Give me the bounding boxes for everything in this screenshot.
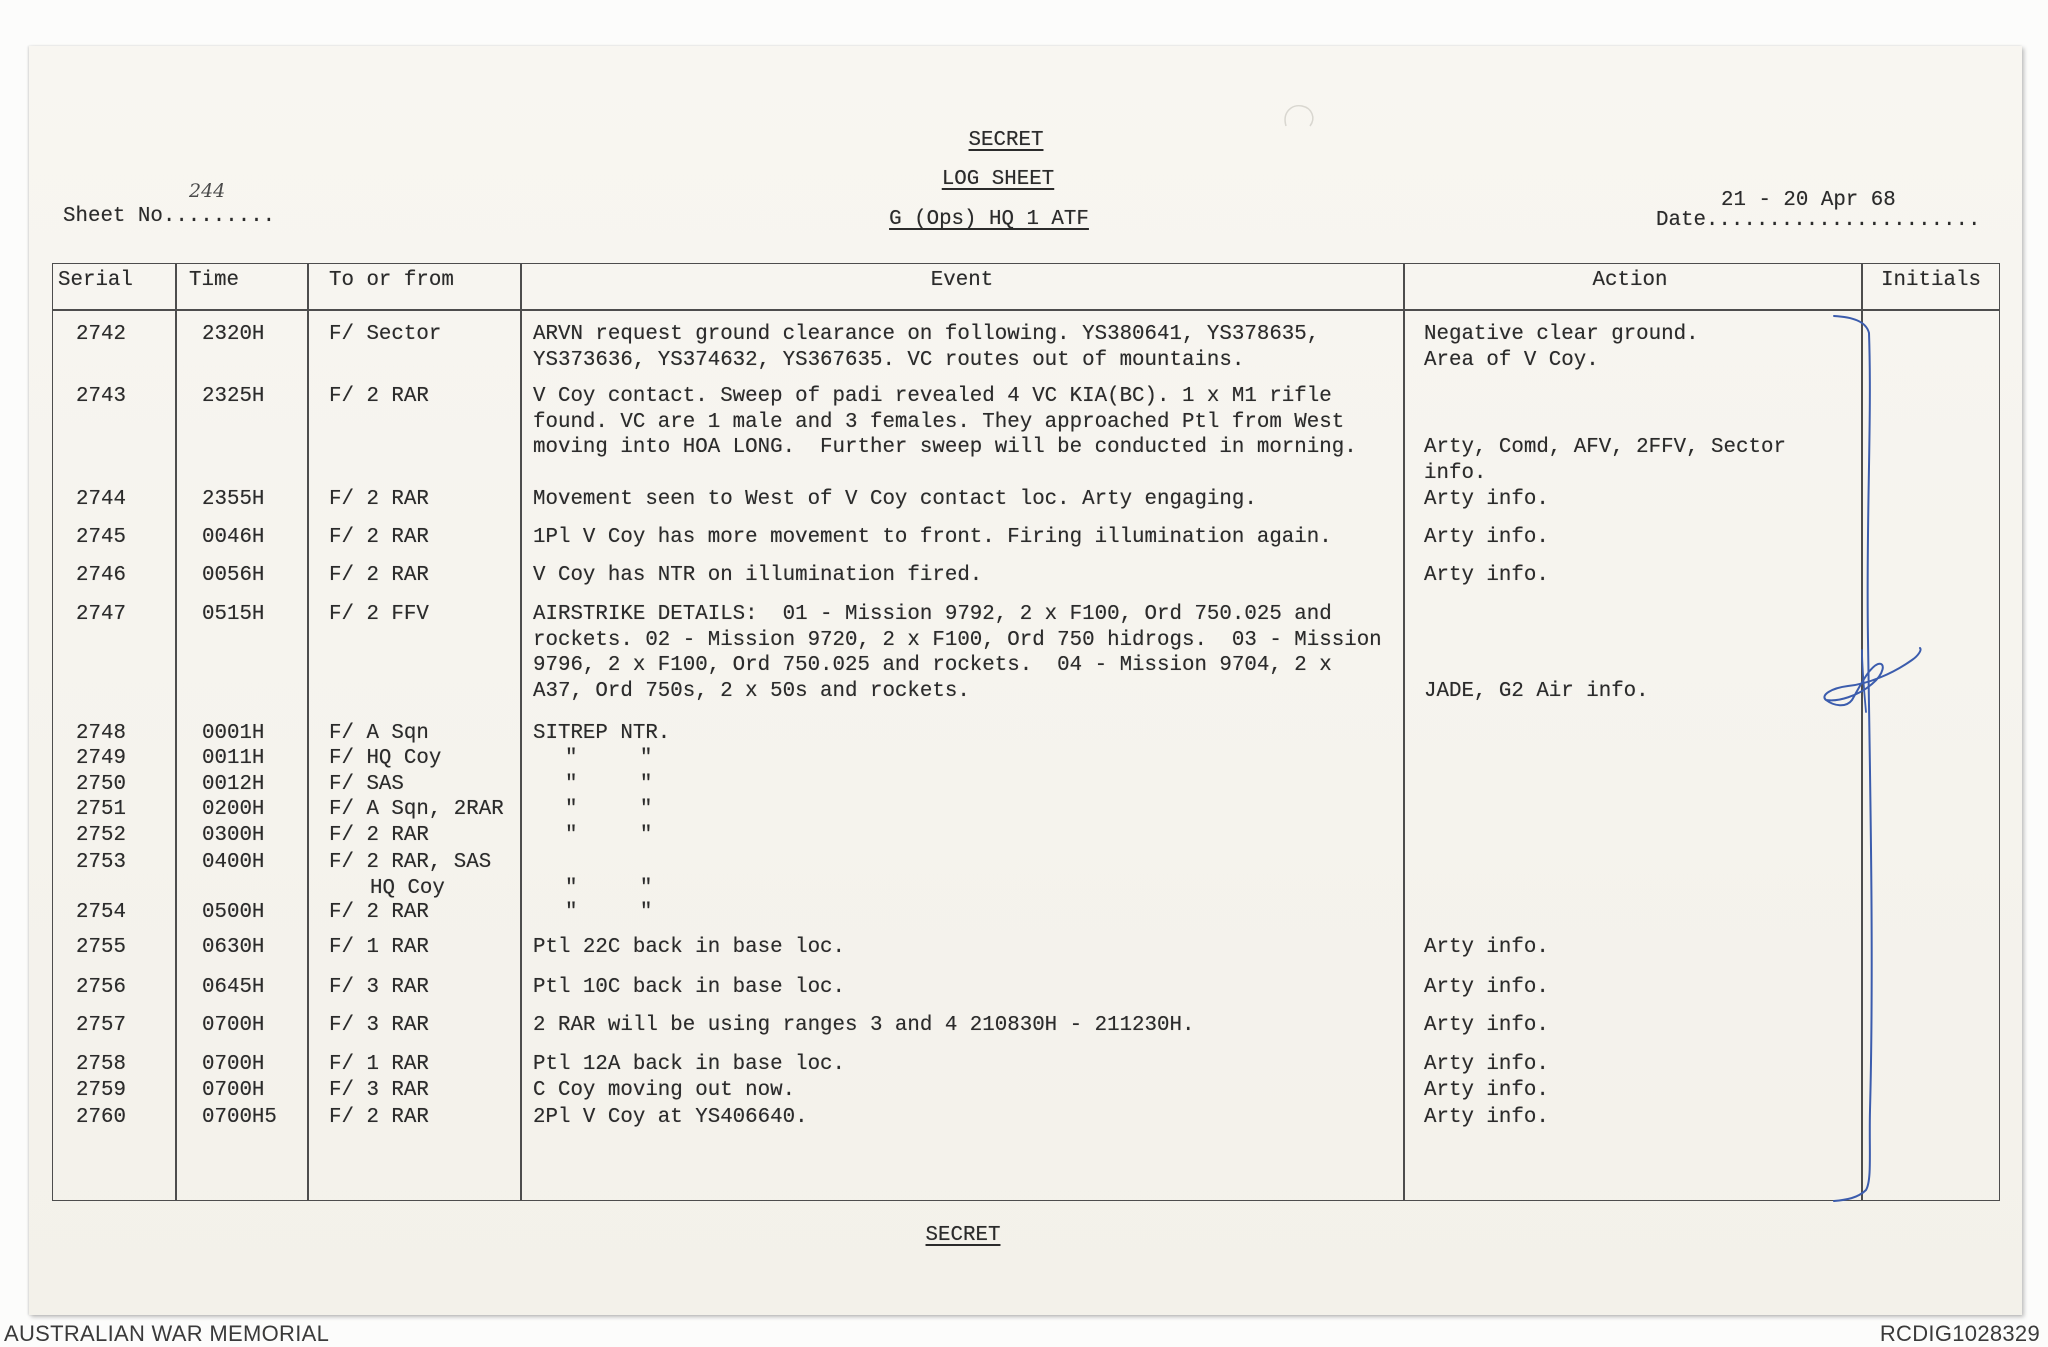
archive-institution-label: AUSTRALIAN WAR MEMORIAL xyxy=(4,1321,330,1346)
row-time: 0700H xyxy=(202,1053,265,1076)
sheet-number-handwritten: 244 xyxy=(189,180,226,202)
row-event-line: YS373636, YS374632, YS367635. VC routes out of mountains. xyxy=(533,348,1245,372)
date-value: 21 - 20 Apr 68 xyxy=(1721,189,1896,212)
row-event-line: SITREP NTR. xyxy=(533,722,671,745)
row-to-from-line: F/ 2 RAR xyxy=(329,1106,429,1129)
row-action-line: info. xyxy=(1424,461,1487,485)
row-to-from-line: F/ 2 RAR, SAS xyxy=(329,851,492,874)
row-event-line: Ptl 22C back in base loc. xyxy=(533,936,846,959)
row-action-line: Arty info. xyxy=(1424,936,1549,959)
sheet-title: LOG SHEET xyxy=(941,168,1055,191)
row-action-line: Arty info. xyxy=(1424,564,1549,587)
row-event-line: 9796, 2 x F100, Ord 750.025 and rockets. 04 - Mission 9704, 2 x xyxy=(533,654,1332,677)
row-event-line: rockets. 02 - Mission 9720, 2 x F100, Ord 750 hidrogs. 03 - Mission xyxy=(533,628,1382,652)
row-time: 0012H xyxy=(202,773,265,796)
row-serial: 2746 xyxy=(76,564,126,587)
initials-signature xyxy=(1824,648,1920,705)
row-serial: 2744 xyxy=(76,488,126,511)
row-to-from-line: F/ 3 RAR xyxy=(329,1014,429,1037)
classification-header: SECRET xyxy=(968,129,1044,152)
row-event-line: " " xyxy=(565,747,653,770)
row-time: 0630H xyxy=(202,936,265,959)
row-event-line: " " xyxy=(565,798,653,821)
row-event-line: found. VC are 1 male and 3 females. They approached Ptl from West xyxy=(533,410,1345,434)
unit-name: G (Ops) HQ 1 ATF xyxy=(889,208,1089,231)
row-event-line: Ptl 12A back in base loc. xyxy=(533,1053,846,1076)
row-action-line: Negative clear ground. xyxy=(1424,323,1699,346)
initials-bracket-line xyxy=(1834,316,1872,1201)
row-to-from-line: HQ Coy xyxy=(370,876,445,900)
column-header-to-from: To or from xyxy=(329,269,454,292)
row-to-from-line: F/ 2 RAR xyxy=(329,488,429,511)
row-time: 0011H xyxy=(202,747,265,770)
row-serial: 2748 xyxy=(76,722,126,745)
row-event-line: " " xyxy=(565,901,653,924)
row-time: 0001H xyxy=(202,722,265,745)
row-action-line: Arty info. xyxy=(1424,488,1549,511)
row-to-from-line: F/ 2 RAR xyxy=(329,385,429,408)
column-header-time: Time xyxy=(189,269,239,292)
row-action-line: Arty info. xyxy=(1424,526,1549,549)
row-serial: 2754 xyxy=(76,901,126,924)
row-serial: 2750 xyxy=(76,773,126,796)
column-header-initials: Initials xyxy=(1881,269,1981,292)
row-to-from-line: F/ Sector xyxy=(329,323,442,346)
row-event-line: AIRSTRIKE DETAILS: 01 - Mission 9792, 2 x F100, Ord 750.025 and xyxy=(533,603,1332,626)
column-header-serial: Serial xyxy=(58,269,133,292)
row-action-line: Arty info. xyxy=(1424,1014,1549,1037)
classification-footer: SECRET xyxy=(925,1224,1001,1247)
row-time: 0046H xyxy=(202,526,265,549)
row-serial: 2757 xyxy=(76,1014,126,1037)
row-event-line: moving into HOA LONG. Further sweep will be conducted in morning. xyxy=(533,436,1357,459)
row-event-line: A37, Ord 750s, 2 x 50s and rockets. xyxy=(533,679,970,703)
row-to-from-line: F/ 1 RAR xyxy=(329,1053,429,1076)
row-serial: 2745 xyxy=(76,526,126,549)
row-serial: 2742 xyxy=(76,323,126,346)
row-event-line: 1Pl V Coy has more movement to front. Firing illumination again. xyxy=(533,526,1332,549)
row-time: 0700H xyxy=(202,1014,265,1037)
row-to-from-line: F/ A Sqn xyxy=(329,722,429,745)
row-serial: 2760 xyxy=(76,1106,126,1129)
row-time: 2325H xyxy=(202,385,265,408)
row-to-from-line: F/ 2 RAR xyxy=(329,564,429,587)
row-event-line: Ptl 10C back in base loc. xyxy=(533,976,846,999)
row-time: 0400H xyxy=(202,851,265,874)
date-label: Date...................... xyxy=(1656,209,1981,232)
row-time: 0500H xyxy=(202,901,265,924)
row-event-line: V Coy contact. Sweep of padi revealed 4 VC KIA(BC). 1 x M1 rifle xyxy=(533,385,1332,408)
row-serial: 2758 xyxy=(76,1053,126,1076)
row-to-from-line: F/ 3 RAR xyxy=(329,1079,429,1102)
row-serial: 2752 xyxy=(76,824,126,847)
row-time: 0700H5 xyxy=(202,1106,277,1129)
initials-signature-stroke xyxy=(1862,650,1866,712)
row-time: 0300H xyxy=(202,824,265,847)
row-time: 0700H xyxy=(202,1079,265,1102)
row-serial: 2759 xyxy=(76,1079,126,1102)
row-action-line: Arty, Comd, AFV, 2FFV, Sector xyxy=(1424,436,1786,459)
row-action-line: Arty info. xyxy=(1424,976,1549,999)
row-action-line: Arty info. xyxy=(1424,1106,1549,1129)
column-header-event: Event xyxy=(930,269,994,292)
row-time: 0515H xyxy=(202,603,265,626)
row-serial: 2743 xyxy=(76,385,126,408)
row-action-line: Arty info. xyxy=(1424,1079,1549,1102)
row-serial: 2751 xyxy=(76,798,126,821)
row-event-line: 2 RAR will be using ranges 3 and 4 210830H - 211230H. xyxy=(533,1014,1195,1037)
row-to-from-line: F/ 1 RAR xyxy=(329,936,429,959)
row-to-from-line: F/ 2 RAR xyxy=(329,901,429,924)
row-to-from-line: F/ 2 FFV xyxy=(329,603,429,626)
row-to-from-line: F/ 2 RAR xyxy=(329,824,429,847)
row-event-line: V Coy has NTR on illumination fired. xyxy=(533,564,983,587)
sheet-number-label: Sheet No......... xyxy=(63,205,276,228)
row-event-line: Movement seen to West of V Coy contact loc. Arty engaging. xyxy=(533,488,1257,511)
row-event-line: " " xyxy=(565,773,653,796)
row-to-from-line: F/ HQ Coy xyxy=(329,747,442,770)
row-serial: 2753 xyxy=(76,851,126,874)
row-serial: 2749 xyxy=(76,747,126,770)
row-time: 0645H xyxy=(202,976,265,999)
row-action-line: Arty info. xyxy=(1424,1053,1549,1076)
row-event-line: " " xyxy=(565,824,653,847)
archive-item-id: RCDIG1028329 xyxy=(1879,1321,2040,1346)
row-to-from-line: F/ A Sqn, 2RAR xyxy=(329,798,504,821)
row-time: 0056H xyxy=(202,564,265,587)
row-to-from-line: F/ 3 RAR xyxy=(329,976,429,999)
row-event-line: ARVN request ground clearance on following. YS380641, YS378635, xyxy=(533,323,1320,346)
row-action-line: Area of V Coy. xyxy=(1424,348,1599,372)
row-serial: 2755 xyxy=(76,936,126,959)
row-event-line: C Coy moving out now. xyxy=(533,1079,796,1102)
row-action-line: JADE, G2 Air info. xyxy=(1424,679,1649,703)
row-to-from-line: F/ SAS xyxy=(329,773,404,796)
row-time: 2320H xyxy=(202,323,265,346)
row-to-from-line: F/ 2 RAR xyxy=(329,526,429,549)
row-event-line: 2Pl V Coy at YS406640. xyxy=(533,1106,808,1129)
row-time: 0200H xyxy=(202,798,265,821)
row-serial: 2747 xyxy=(76,603,126,626)
row-serial: 2756 xyxy=(76,976,126,999)
row-time: 2355H xyxy=(202,488,265,511)
column-header-action: Action xyxy=(1592,269,1668,292)
row-event-line: " " xyxy=(565,876,653,900)
